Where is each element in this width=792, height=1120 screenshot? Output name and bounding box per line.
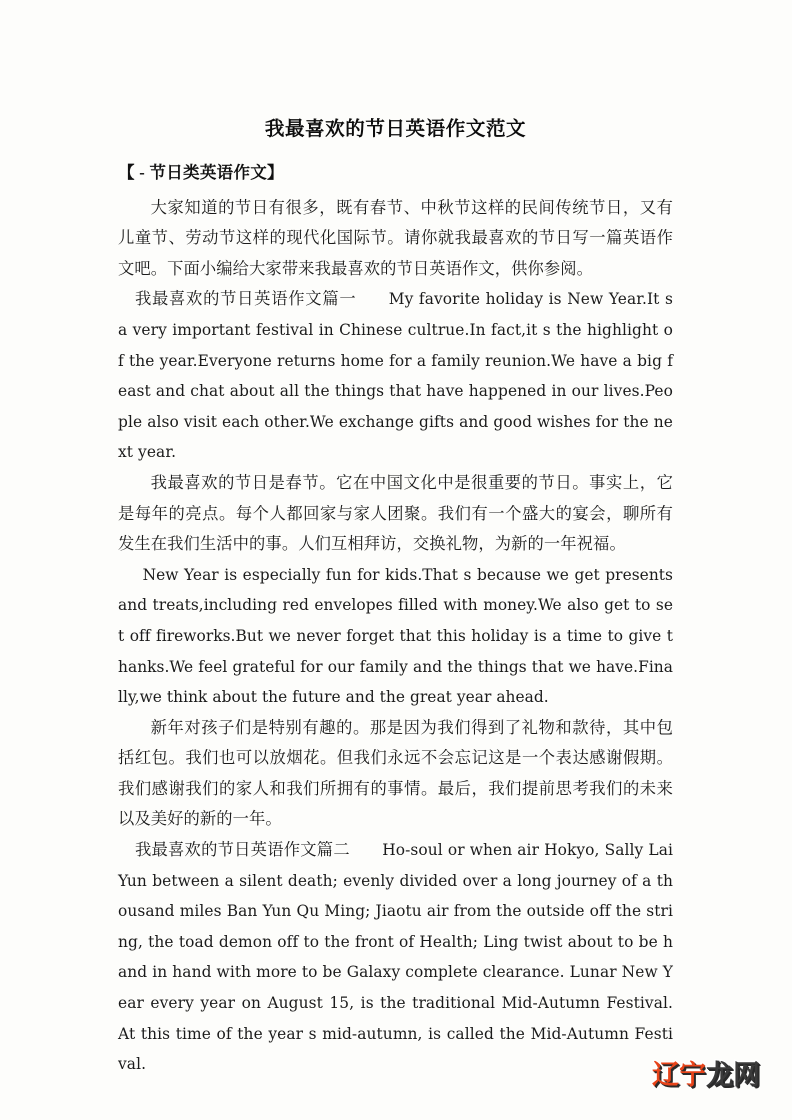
document-body (118, 114, 673, 1080)
paragraph-section-one-translation: 我最喜欢的节日是春节。它在中国文化中是很重要的节日。事实上，它是每年的亮点。每个人都回家与家人团聚。我们有一个盛大的宴会，聊所有发生在我们生活中的事。人们互相拜访，交换礼物，为新的一年祝福。 (118, 472, 673, 554)
section-two-heading: 我最喜欢的节日英语作文篇二 (134, 840, 350, 860)
paragraph-intro: 大家知道的节日有很多，既有春节、中秋节这样的民间传统节日，又有儿童节、劳动节这样的现代化国际节。请你就我最喜欢的节日写一篇英语作文吧。下面小编给大家带来我最喜欢的节日英语作文，供你参阅。 (118, 197, 673, 278)
paragraph-section-one (118, 284, 673, 468)
page-title: 我最喜欢的节日英语作文范文 (264, 117, 527, 140)
paragraph-kids-english: New Year is especially fun for kids.That s because we get presents and treats,including red envelopes filled with money.We also get to set off fireworks.But we never forget that this holiday is a time to give thanks.We feel grateful for our family and the things that we have.Finally,we think about the future and the great year ahead. (118, 565, 673, 707)
paragraph-kids-translation: 新年对孩子们是特别有趣的。那是因为我们得到了礼物和款待，其中包括红包。我们也可以放烟花。但我们永远不会忘记这是一个表达感谢假期。我们感谢我们的家人和我们所拥有的事情。最后，我们提前思考我们的未来以及美好的新的一年。 (118, 717, 673, 829)
section-one-heading: 我最喜欢的节日英语作文篇一 (134, 289, 357, 309)
category-label: 【 - 节日类英语作文】 (118, 163, 284, 183)
section-one-english: My favorite holiday is New Year.It s a very important festival in Chinese cultrue.In fact,it s the highlight of the year.Everyone returns home for a family reunion.We have a big feast and chat about all the things that have happened in our lives.People also visit each other.We exchange gifts and good wishes for the next year. (118, 290, 673, 462)
site-watermark (652, 1062, 760, 1089)
watermark-text-primary: 辽宁 (652, 1060, 706, 1091)
section-two-english: Ho-soul or when air Hokyo, Sally Lai Yun between a silent death; evenly divided over a long journey of a thousand miles Ban Yun Qu Ming; Jiaotu air from the outside off the string, the toad demon off to the front of Health; Ling twist about to be hand in hand with more to be Galaxy complete clearance. Lunar New Year every year on August 15, is the traditional Mid-Autumn Festival. At this time of the year s mid-autumn, is called the Mid-Autumn Festival. (118, 841, 674, 1074)
paragraph-section-two (118, 835, 673, 1080)
watermark-text-secondary: 龙网 (706, 1060, 760, 1091)
